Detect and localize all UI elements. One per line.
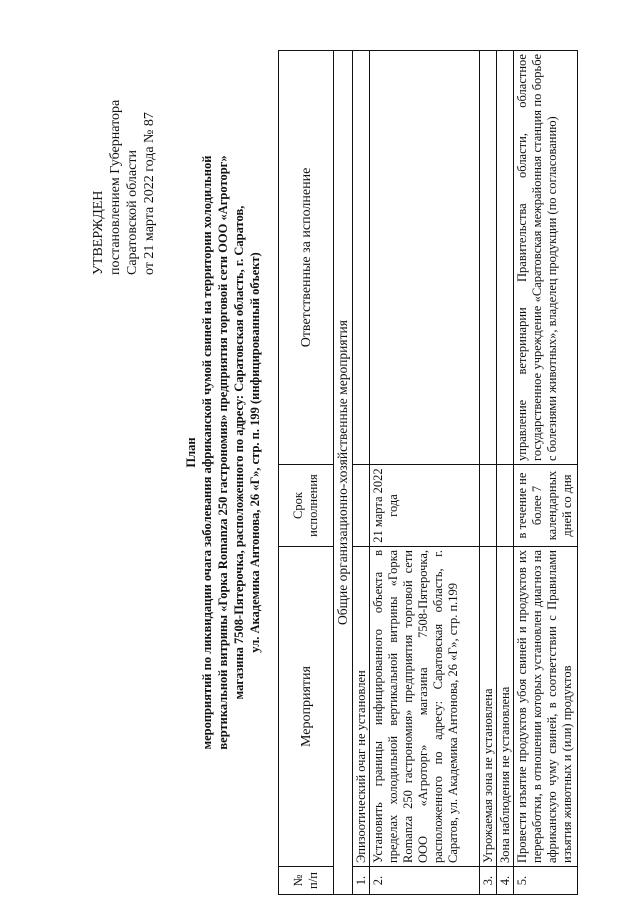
row-measure: Эпизоотический очаг не установлен	[353, 546, 369, 866]
row-responsible	[480, 51, 496, 464]
title-line: ул. Академика Антонова, 26 «Г», стр. п. 199 (инфицированный объект)	[248, 252, 262, 653]
approval-line: от 21 марта 2022 года № 87	[142, 112, 157, 275]
row-responsible	[353, 51, 369, 464]
row-term	[480, 464, 496, 546]
row-term: в течение не более 7 календарных дней со дня	[514, 464, 578, 546]
row-num: 3.	[480, 866, 496, 894]
table-row	[370, 51, 480, 894]
title-line: мероприятий по ликвидации очага заболевания африканской чумой свиней на территории холодильной	[200, 155, 214, 750]
table-row	[497, 51, 514, 894]
header-num-line: №	[291, 874, 305, 887]
table-row	[514, 51, 578, 894]
row-measure: Провести изъятие продуктов убоя свиней и продуктов их переработки, в отношении которых установлен диагноз на африканскую чуму свиней, в соответствии с Правилами изъятия животных и (или) продуктов	[514, 546, 578, 866]
row-term: 21 марта 2022 года	[370, 464, 479, 546]
header-num-line: п/п	[306, 872, 320, 889]
row-num: 5.	[514, 866, 578, 894]
document-title	[183, 40, 263, 865]
row-measure: Зона наблюдения не установлена	[497, 546, 513, 866]
table-header-row	[279, 51, 334, 894]
title-line: вертикальной витрины «Горка Romanza 250 гастрономия» предприятия торговой сети ООО «Агроторг»	[216, 155, 230, 750]
header-responsible-label: Ответственные за исполнение	[298, 167, 314, 348]
header-measure-label: Мероприятия	[298, 666, 314, 747]
header-term	[279, 464, 333, 546]
row-responsible	[497, 51, 513, 464]
header-num	[279, 866, 333, 894]
section-title: Общие организационно-хозяйственные мероприятия	[335, 320, 350, 625]
section-row	[334, 51, 353, 894]
header-responsible	[279, 51, 333, 464]
row-measure: Установить границы инфицированного объекта в пределах холодильной вертикальной витрины «Горка Romanza 250 гастрономия» предприятия торговой сети ООО «Агроторг» магазина 7508-Пятерочка, расположенного по адресу: Саратовская область, г. Саратов, ул. Академика Антонова, 26 «Г», стр. п.199	[370, 546, 479, 866]
approval-line: УТВЕРЖДЕН	[91, 190, 106, 275]
title-line: магазина 7508-Пятерочка, расположенного по адресу: Саратовская область, г. Саратов,	[232, 205, 246, 700]
approval-stamp	[90, 100, 158, 275]
row-term	[353, 464, 369, 546]
title-heading: План	[184, 437, 198, 468]
row-responsible: управление ветеринарии Правительства области, областное государственное учреждение «Саратовская межрайонная станция по борьбе с болезнями животных», владелец продукции (по согласованию)	[515, 54, 559, 461]
row-responsible	[370, 51, 479, 464]
measures-table	[278, 50, 578, 895]
table-row	[480, 51, 497, 894]
row-num: 2.	[370, 866, 479, 894]
row-num: 4.	[497, 866, 513, 894]
row-term	[497, 464, 513, 546]
header-term-line: исполнения	[306, 474, 320, 537]
table-row	[353, 51, 370, 894]
approval-line: Саратовской области	[125, 150, 140, 275]
approval-line: постановлением Губернатора	[108, 99, 123, 275]
header-measure	[279, 546, 333, 866]
row-measure: Угрожаемая зона не установлена	[480, 546, 496, 866]
row-num: 1.	[353, 866, 369, 894]
header-term-line: Срок	[291, 492, 305, 519]
